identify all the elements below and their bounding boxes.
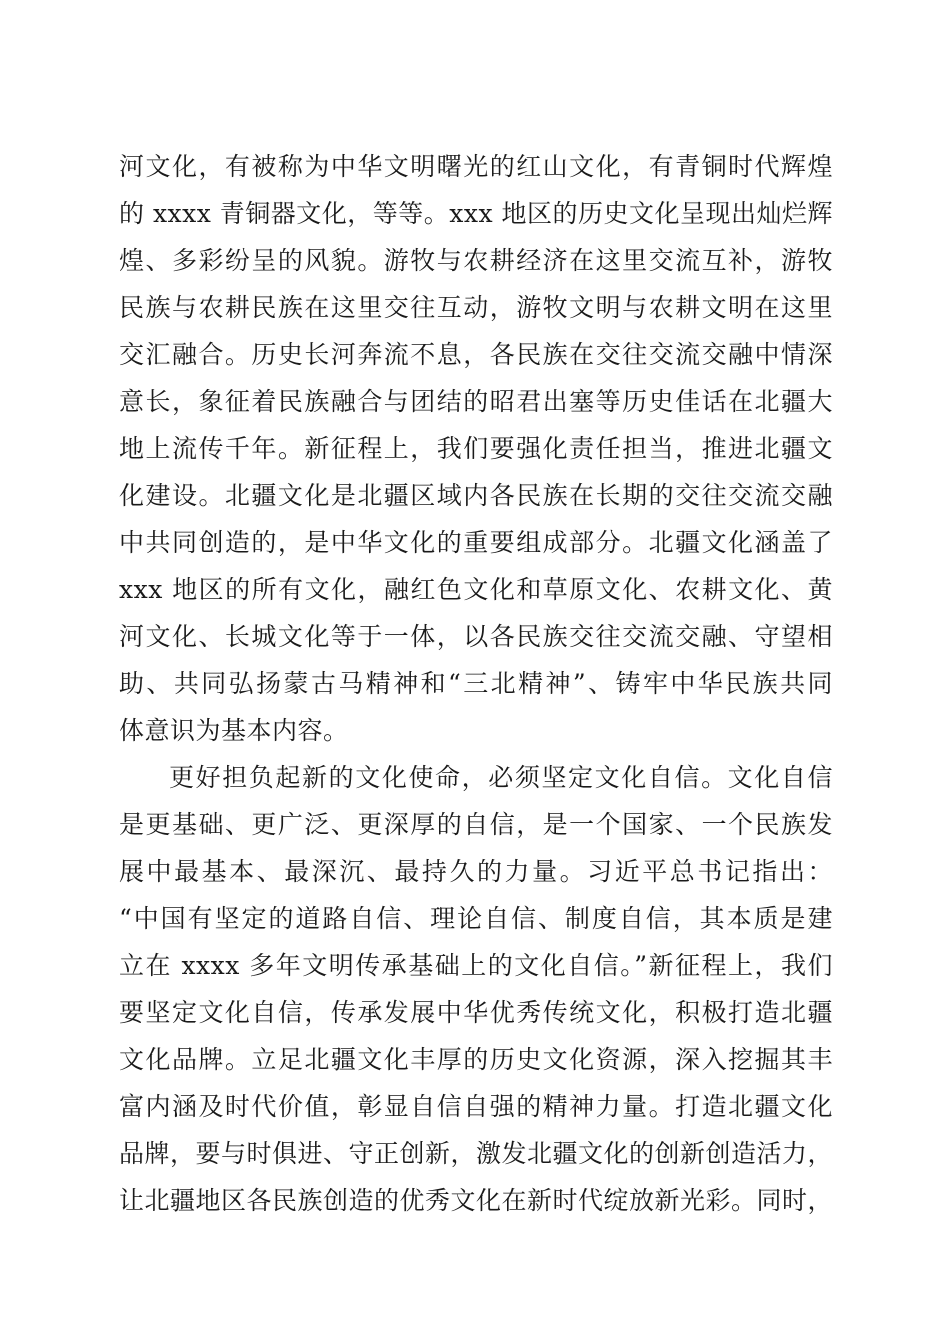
text-line: 品牌，要与时俱进、守正创新，激发北疆文化的创新创造活力， bbox=[119, 1139, 833, 1168]
text-line: 体意识为基本内容。 bbox=[119, 716, 349, 745]
text-line: 要坚定文化自信，传承发展中华优秀传统文化，积极打造北疆 bbox=[119, 998, 833, 1027]
text-line: 助、共同弘扬蒙古马精神和“三北精神”、铸牢中华民族共同 bbox=[119, 669, 833, 698]
text-line: 让北疆地区各民族创造的优秀文化在新时代绽放新光彩。同时， bbox=[119, 1186, 833, 1215]
text-line: 是更基础、更广泛、更深厚的自信，是一个国家、一个民族发 bbox=[119, 810, 833, 839]
text-line: 交汇融合。历史长河奔流不息，各民族在交往交流交融中情深 bbox=[119, 340, 833, 369]
text-line: 更好担负起新的文化使命，必须坚定文化自信。文化自信 bbox=[169, 763, 833, 792]
text-line: 煌、多彩纷呈的风貌。游牧与农耕经济在这里交流互补，游牧 bbox=[119, 246, 833, 275]
text-line: 化建设。北疆文化是北疆区域内各民族在长期的交往交流交融 bbox=[119, 481, 833, 510]
text-line: 中共同创造的，是中华文化的重要组成部分。北疆文化涵盖了 bbox=[119, 528, 833, 557]
text-line: 民族与农耕民族在这里交往互动，游牧文明与农耕文明在这里 bbox=[119, 293, 833, 322]
text-line: 意长，象征着民族融合与团结的昭君出塞等历史佳话在北疆大 bbox=[119, 387, 833, 416]
text-line: 富内涵及时代价值，彰显自信自强的精神力量。打造北疆文化 bbox=[119, 1092, 833, 1121]
text-line: 地上流传千年。新征程上，我们要强化责任担当，推进北疆文 bbox=[119, 434, 833, 463]
text-line: xxx 地区的所有文化，融红色文化和草原文化、农耕文化、黄 bbox=[119, 575, 833, 604]
body-text bbox=[119, 143, 833, 1224]
text-line: 的 xxxx 青铜器文化，等等。xxx 地区的历史文化呈现出灿烂辉 bbox=[119, 199, 833, 228]
text-line: 河文化、长城文化等于一体，以各民族交往交流交融、守望相 bbox=[119, 622, 833, 651]
text-line: 展中最基本、最深沉、最持久的力量。习近平总书记指出： bbox=[119, 857, 833, 886]
text-line: 立在 xxxx 多年文明传承基础上的文化自信。”新征程上，我们 bbox=[119, 951, 833, 980]
text-line: 河文化，有被称为中华文明曙光的红山文化，有青铜时代辉煌 bbox=[119, 152, 833, 181]
text-line: “中国有坚定的道路自信、理论自信、制度自信，其本质是建 bbox=[119, 904, 833, 933]
text-line: 文化品牌。立足北疆文化丰厚的历史文化资源，深入挖掘其丰 bbox=[119, 1045, 833, 1074]
